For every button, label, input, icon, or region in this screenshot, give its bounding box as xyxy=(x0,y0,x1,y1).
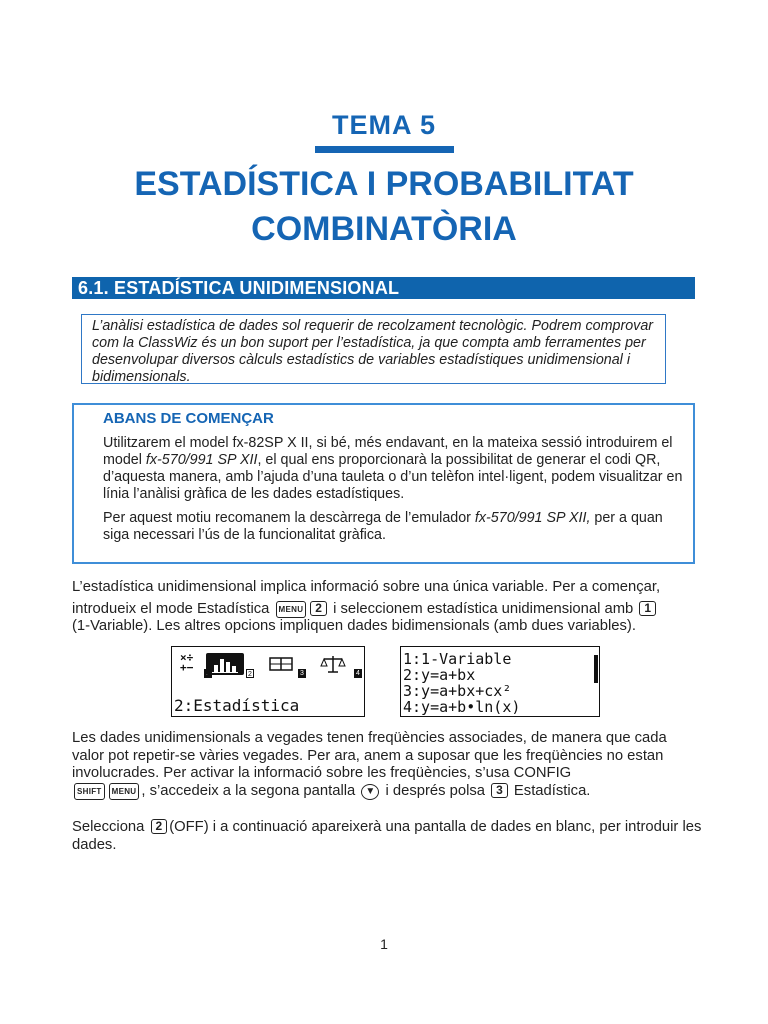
text-run: (OFF) i a continuació apareixerà una pantalla de dades en blanc, per introduir les dades. xyxy=(72,819,702,853)
menu-key-icon: MENU xyxy=(109,783,140,800)
before-start-paragraph-1 xyxy=(103,435,688,503)
page-title-line1: ESTADÍSTICA I PROBABILITAT xyxy=(134,165,634,203)
body-paragraph-1-line2 xyxy=(72,601,702,619)
option-line-2: 2:y=a+bx xyxy=(403,666,476,684)
text-run: Estadística. xyxy=(509,782,591,799)
emulator-name: fx-570/991 SP XII, xyxy=(474,510,591,526)
section-heading-bar xyxy=(72,277,695,299)
balance-icon xyxy=(318,653,348,675)
down-arrow-key-icon: ▼ xyxy=(361,784,379,800)
page-number: 1 xyxy=(380,936,388,952)
calculator-menu-screen xyxy=(171,646,365,717)
before-start-paragraph-2 xyxy=(103,510,688,544)
key-2-icon: 2 xyxy=(310,601,327,616)
screen-scrollbar xyxy=(594,655,598,683)
key-1-icon: 1 xyxy=(639,601,656,616)
key-3-icon: 3 xyxy=(491,783,508,798)
body-paragraph-1-line3: (1-Variable). Les altres opcions impliquen dades bidimensionals (amb dues variables). xyxy=(72,618,636,634)
icon-number-3: 3 xyxy=(298,669,306,678)
menu-icons-row xyxy=(178,653,362,679)
page-title-line2: COMBINATÒRIA xyxy=(251,210,517,248)
calculate-icon: ×÷ +− xyxy=(180,651,194,674)
chapter-underline xyxy=(315,146,454,153)
body-paragraph-1-line1: L’estadística unidimensional implica informació sobre una única variable. Per a començar, xyxy=(72,579,661,595)
text-run: i seleccionem estadística unidimensional amb xyxy=(328,601,638,617)
menu-selected-label: 2:Estadística xyxy=(174,696,300,715)
intro-text: L’anàlisi estadística de dades sol requerir de recolzament tecnològic. Podrem comprovar com la ClassWiz és un bon suport per l’estadística, ja que compta amb ferramentes per desenvolupar diversos càlculs estadístics de variables estadístiques unidimensional i bidimensionals. xyxy=(92,318,654,385)
intro-box xyxy=(81,314,666,384)
calculator-variable-screen xyxy=(400,646,600,717)
table-icon xyxy=(266,653,296,675)
before-start-title: ABANS DE COMENÇAR xyxy=(103,410,274,427)
text-run: i després polsa xyxy=(381,782,490,799)
text-run: , s’accedeix a la segona pantalla xyxy=(141,782,360,799)
text-run: introdueix el mode Estadística xyxy=(72,601,274,617)
chapter-label: TEMA 5 xyxy=(331,110,436,140)
body-paragraph-2 xyxy=(72,730,702,800)
section-heading: 6.1. ESTADÍSTICA UNIDIMENSIONAL xyxy=(78,278,400,298)
body-paragraph-3 xyxy=(72,819,702,854)
text-run: Selecciona xyxy=(72,819,149,835)
statistics-icon xyxy=(206,653,244,675)
menu-key-icon: MENU xyxy=(276,601,307,618)
option-line-3: 3:y=a+bx+cx² xyxy=(403,682,512,700)
text-run: Les dades unidimensionals a vegades tenen freqüències associades, de manera que cada valor pot repetir-se vàries vegades. Per ara, anem a suposar que les freqüències no estan involucrades. Per activar la informació sobre les freqüències, s’usa CONFIG xyxy=(72,730,667,781)
text-run: per a quan siga necessari l’ús de la funcionalitat gràfica. xyxy=(103,510,663,543)
icon-number-4: 4 xyxy=(354,669,362,678)
option-line-4: 4:y=a+b•ln(x) xyxy=(403,698,521,716)
shift-key-icon: SHIFT xyxy=(74,783,105,800)
option-line-1: 1:1-Variable xyxy=(403,650,512,668)
text-run: Per aquest motiu recomanem la descàrrega de l’emulador xyxy=(103,510,475,526)
icon-number-2: 2 xyxy=(246,669,254,678)
model-name: fx-570/991 SP XII xyxy=(145,452,258,468)
text-run: Utilitzarem el model fx-82SP X II, si bé, més endavant, en la mateixa sessió introduirem el model xyxy=(103,435,673,468)
key-2-icon: 2 xyxy=(151,819,168,834)
text-run: , el qual ens proporcionarà la possibilitat de generar el codi QR, d’aquesta manera, amb l’ajuda d’una tauleta o d’un telèfon intel·ligent, podem visualitzar en línia l’anàlisi gràfica de les dades estadístiques. xyxy=(103,452,683,502)
